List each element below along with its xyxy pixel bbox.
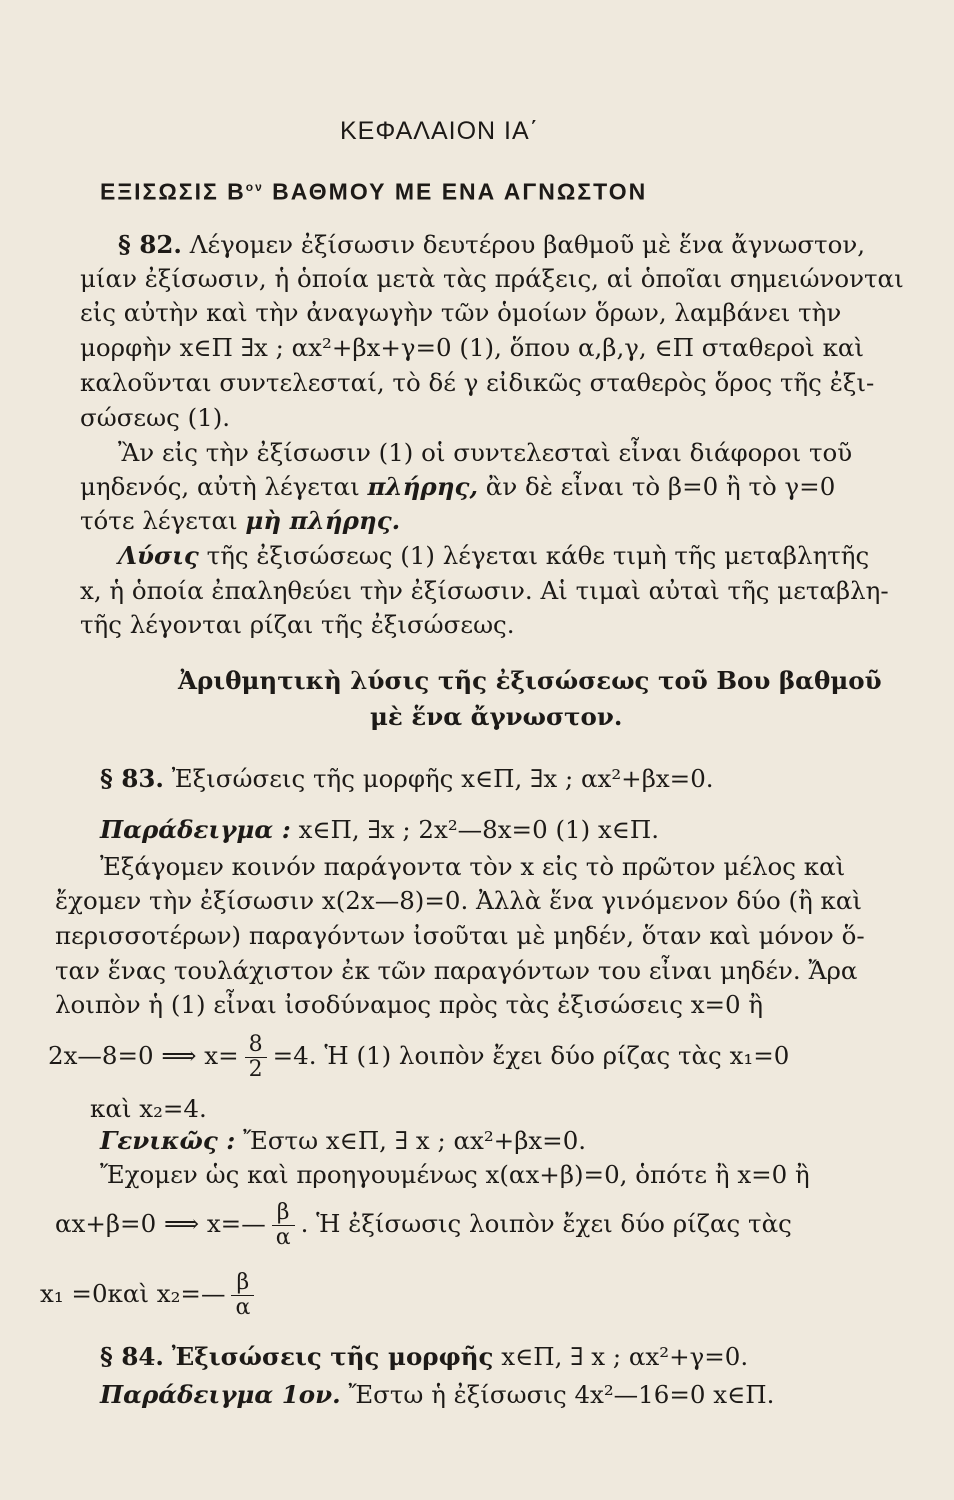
fraction: $\frac{8}{2}$ [245, 1033, 267, 1082]
p83-example: Παράδειγμα : x∈Π, ∃x ; 2x²—8x=0 (1) x∈Π. [100, 815, 660, 844]
p82-line-4: μορφὴν x∈Π ∃x ; αx²+βx+γ=0 (1), ὅπου α,β,γ, ∈Π σταθεροὶ καὶ [80, 333, 865, 362]
fraction: $\frac{\beta}{\alpha}$ [272, 1201, 295, 1250]
p82-line-10: Λύσις τῆς ἐξισώσεως (1) λέγεται κάθε τιμὴ τῆς μεταβλητῆς [118, 541, 870, 570]
p83-equation-1: 2x—8=0 ⟹ x= $\frac{8}{2}$ =4. Ἡ (1) λοιπὸν ἔχει δύο ρίζας τὰς x₁=0 [48, 1032, 790, 1082]
section-heading: ΕΞΙΣΩΣΙΣ $B^{o\nu}$ ΒΑΘΜΟΥ ΜΕ ΕΝΑ ΑΓΝΩΣΤΟΝ [100, 178, 648, 205]
p84-title: § 84. Ἐξισώσεις τῆς μορφῆς x∈Π, ∃ x ; αx²+γ=0. [100, 1342, 749, 1371]
p82-line-3: εἰς αὐτὴν καὶ τὴν ἀναγωγὴν τῶν ὁμοίων ὅρων, λαμβάνει τὴν [80, 298, 842, 327]
subheading-line-2: μὲ ἕνα ἄγνωστον. [370, 702, 623, 731]
p82-line-7: Ἂν εἰς τὴν ἐξίσωσιν (1) οἱ συντελεσταὶ εἶναι διάφοροι τοῦ [118, 438, 853, 467]
p83-line-2: ἔχομεν τὴν ἐξίσωσιν x(2x—8)=0. Ἀλλὰ ἕνα γινόμενον δύο (ἢ καὶ [55, 886, 862, 915]
p83-line-7: Ἔχομεν ὡς καὶ προηγουμένως x(αx+β)=0, ὁπότε ἢ x=0 ἢ [100, 1160, 810, 1189]
p83-equation-3: x₁ =0καὶ x₂=— $\frac{\beta}{\alpha}$ [40, 1264, 260, 1324]
p82-line-12: τῆς λέγονται ρίζαι τῆς ἐξισώσεως. [80, 610, 515, 639]
p83-line-1: Ἐξάγομεν κοινόν παράγοντα τὸν x εἰς τὸ πρῶτον μέλος καὶ [100, 852, 846, 881]
p82-line-1: § 82. Λέγομεν ἐξίσωσιν δευτέρου βαθμοῦ μὲ ἕνα ἄγνωστον, [118, 230, 866, 259]
chapter-title: ΚΕΦΑΛΑΙΟΝ ΙΑ΄ [340, 117, 539, 145]
p83-line-3: περισσοτέρων) παραγόντων ἰσοῦται μὲ μηδέν, ὅταν καὶ μόνον ὅ- [55, 921, 865, 950]
p84-example: Παράδειγμα 1ον. Ἔστω ἡ ἐξίσωσις 4x²—16=0 x∈Π. [100, 1380, 775, 1409]
p83-title: § 83. Ἐξισώσεις τῆς μορφῆς x∈Π, ∃x ; αx²+βx=0. [100, 764, 714, 793]
p82-line-11: x, ἡ ὁποία ἐπαληθεύει τὴν ἐξίσωσιν. Αἱ τιμαὶ αὐταὶ τῆς μεταβλη- [80, 576, 889, 605]
subheading-line-1: Ἀριθμητικὴ λύσις τῆς ἐξισώσεως τοῦ Βου βαθμοῦ [178, 666, 882, 695]
p83-equation-2: αx+β=0 ⟹ x=— $\frac{\beta}{\alpha}$ . Ἡ ἐξίσωσις λοιπὸν ἔχει δύο ρίζας τὰς [55, 1200, 792, 1250]
p83-line-4: ταν ἕνας τουλάχιστον ἐκ τῶν παραγόντων του εἶναι μηδέν. Ἄρα [55, 956, 858, 985]
p82-line-6: σώσεως (1). [80, 403, 231, 432]
p82-line-5: καλοῦνται συντελεσταί, τὸ δέ γ εἰδικῶς σταθερὸς ὅρος τῆς ἐξι- [80, 368, 875, 397]
p83-general: Γενικῶς : Ἔστω x∈Π, ∃ x ; αx²+βx=0. [100, 1126, 587, 1155]
p82-line-9: τότε λέγεται μὴ πλήρης. [80, 506, 401, 535]
p83-line-6: καὶ x₂=4. [90, 1094, 207, 1123]
p82-line-8: μηδενός, αὐτὴ λέγεται πλήρης, ἂν δὲ εἶναι τὸ β=0 ἢ τὸ γ=0 [80, 472, 836, 501]
fraction: $\frac{\beta}{\alpha}$ [231, 1271, 254, 1320]
p82-line-2: μίαν ἐξίσωσιν, ἡ ὁποία μετὰ τὰς πράξεις, αἱ ὁποῖαι σημειώνονται [80, 264, 904, 293]
p83-line-5: λοιπὸν ἡ (1) εἶναι ἰσοδύναμος πρὸς τὰς ἐξισώσεις x=0 ἢ [55, 990, 764, 1019]
